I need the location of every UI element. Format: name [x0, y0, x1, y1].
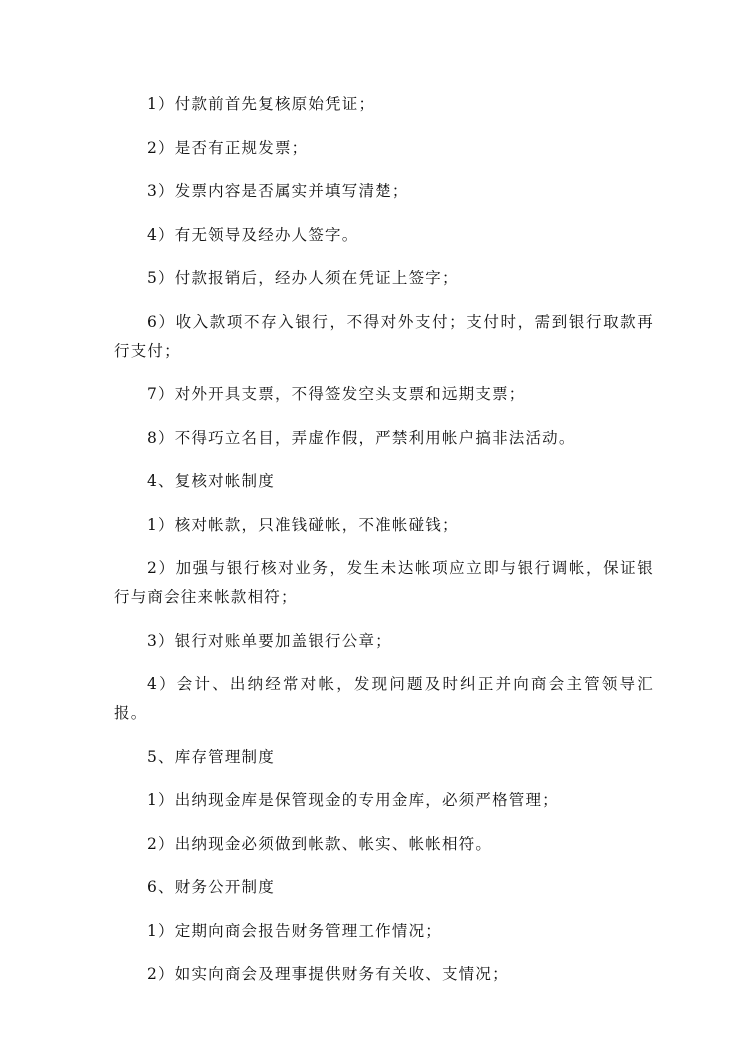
paragraph: 1）付款前首先复核原始凭证； — [147, 95, 376, 113]
paragraph: 6）收入款项不存入银行，不得对外支付；支付时，需到银行取款再行支付； — [114, 312, 654, 360]
paragraph: 1）核对帐款，只准钱碰帐，不准帐碰钱； — [147, 515, 459, 534]
paragraph: 3）银行对账单要加盖银行公章； — [147, 631, 392, 650]
paragraph: 7）对外开具支票，不得签发空头支票和远期支票； — [147, 385, 526, 403]
paragraph: 2）加强与银行核对业务，发生未达帐项应立即与银行调帐，保证银行与商会往来帐款相符； — [114, 559, 654, 606]
paragraph: 4）有无领导及经办人签字。 — [147, 225, 359, 244]
paragraph: 3）发票内容是否属实并填写清楚； — [147, 182, 409, 200]
document-body — [114, 90, 654, 1004]
section-heading: 4、复核对帐制度 — [147, 472, 275, 490]
section-heading: 5、库存管理制度 — [147, 747, 275, 766]
section-heading: 6、财务公开制度 — [147, 878, 275, 896]
paragraph: 2）是否有正规发票； — [147, 138, 309, 157]
paragraph: 1）定期向商会报告财务管理工作情况； — [147, 921, 442, 940]
paragraph: 5）付款报销后，经办人须在凭证上签字； — [147, 269, 459, 287]
paragraph: 8）不得巧立名目，弄虚作假，严禁利用帐户搞非法活动。 — [147, 428, 576, 447]
paragraph: 2）出纳现金必须做到帐款、帐实、帐帐相符。 — [147, 834, 493, 853]
paragraph: 1）出纳现金库是保管现金的专用金库，必须严格管理； — [147, 791, 559, 809]
paragraph: 4）会计、出纳经常对帐，发现问题及时纠正并向商会主管领导汇报。 — [114, 675, 654, 722]
paragraph: 2）如实向商会及理事提供财务有关收、支情况； — [147, 965, 509, 983]
